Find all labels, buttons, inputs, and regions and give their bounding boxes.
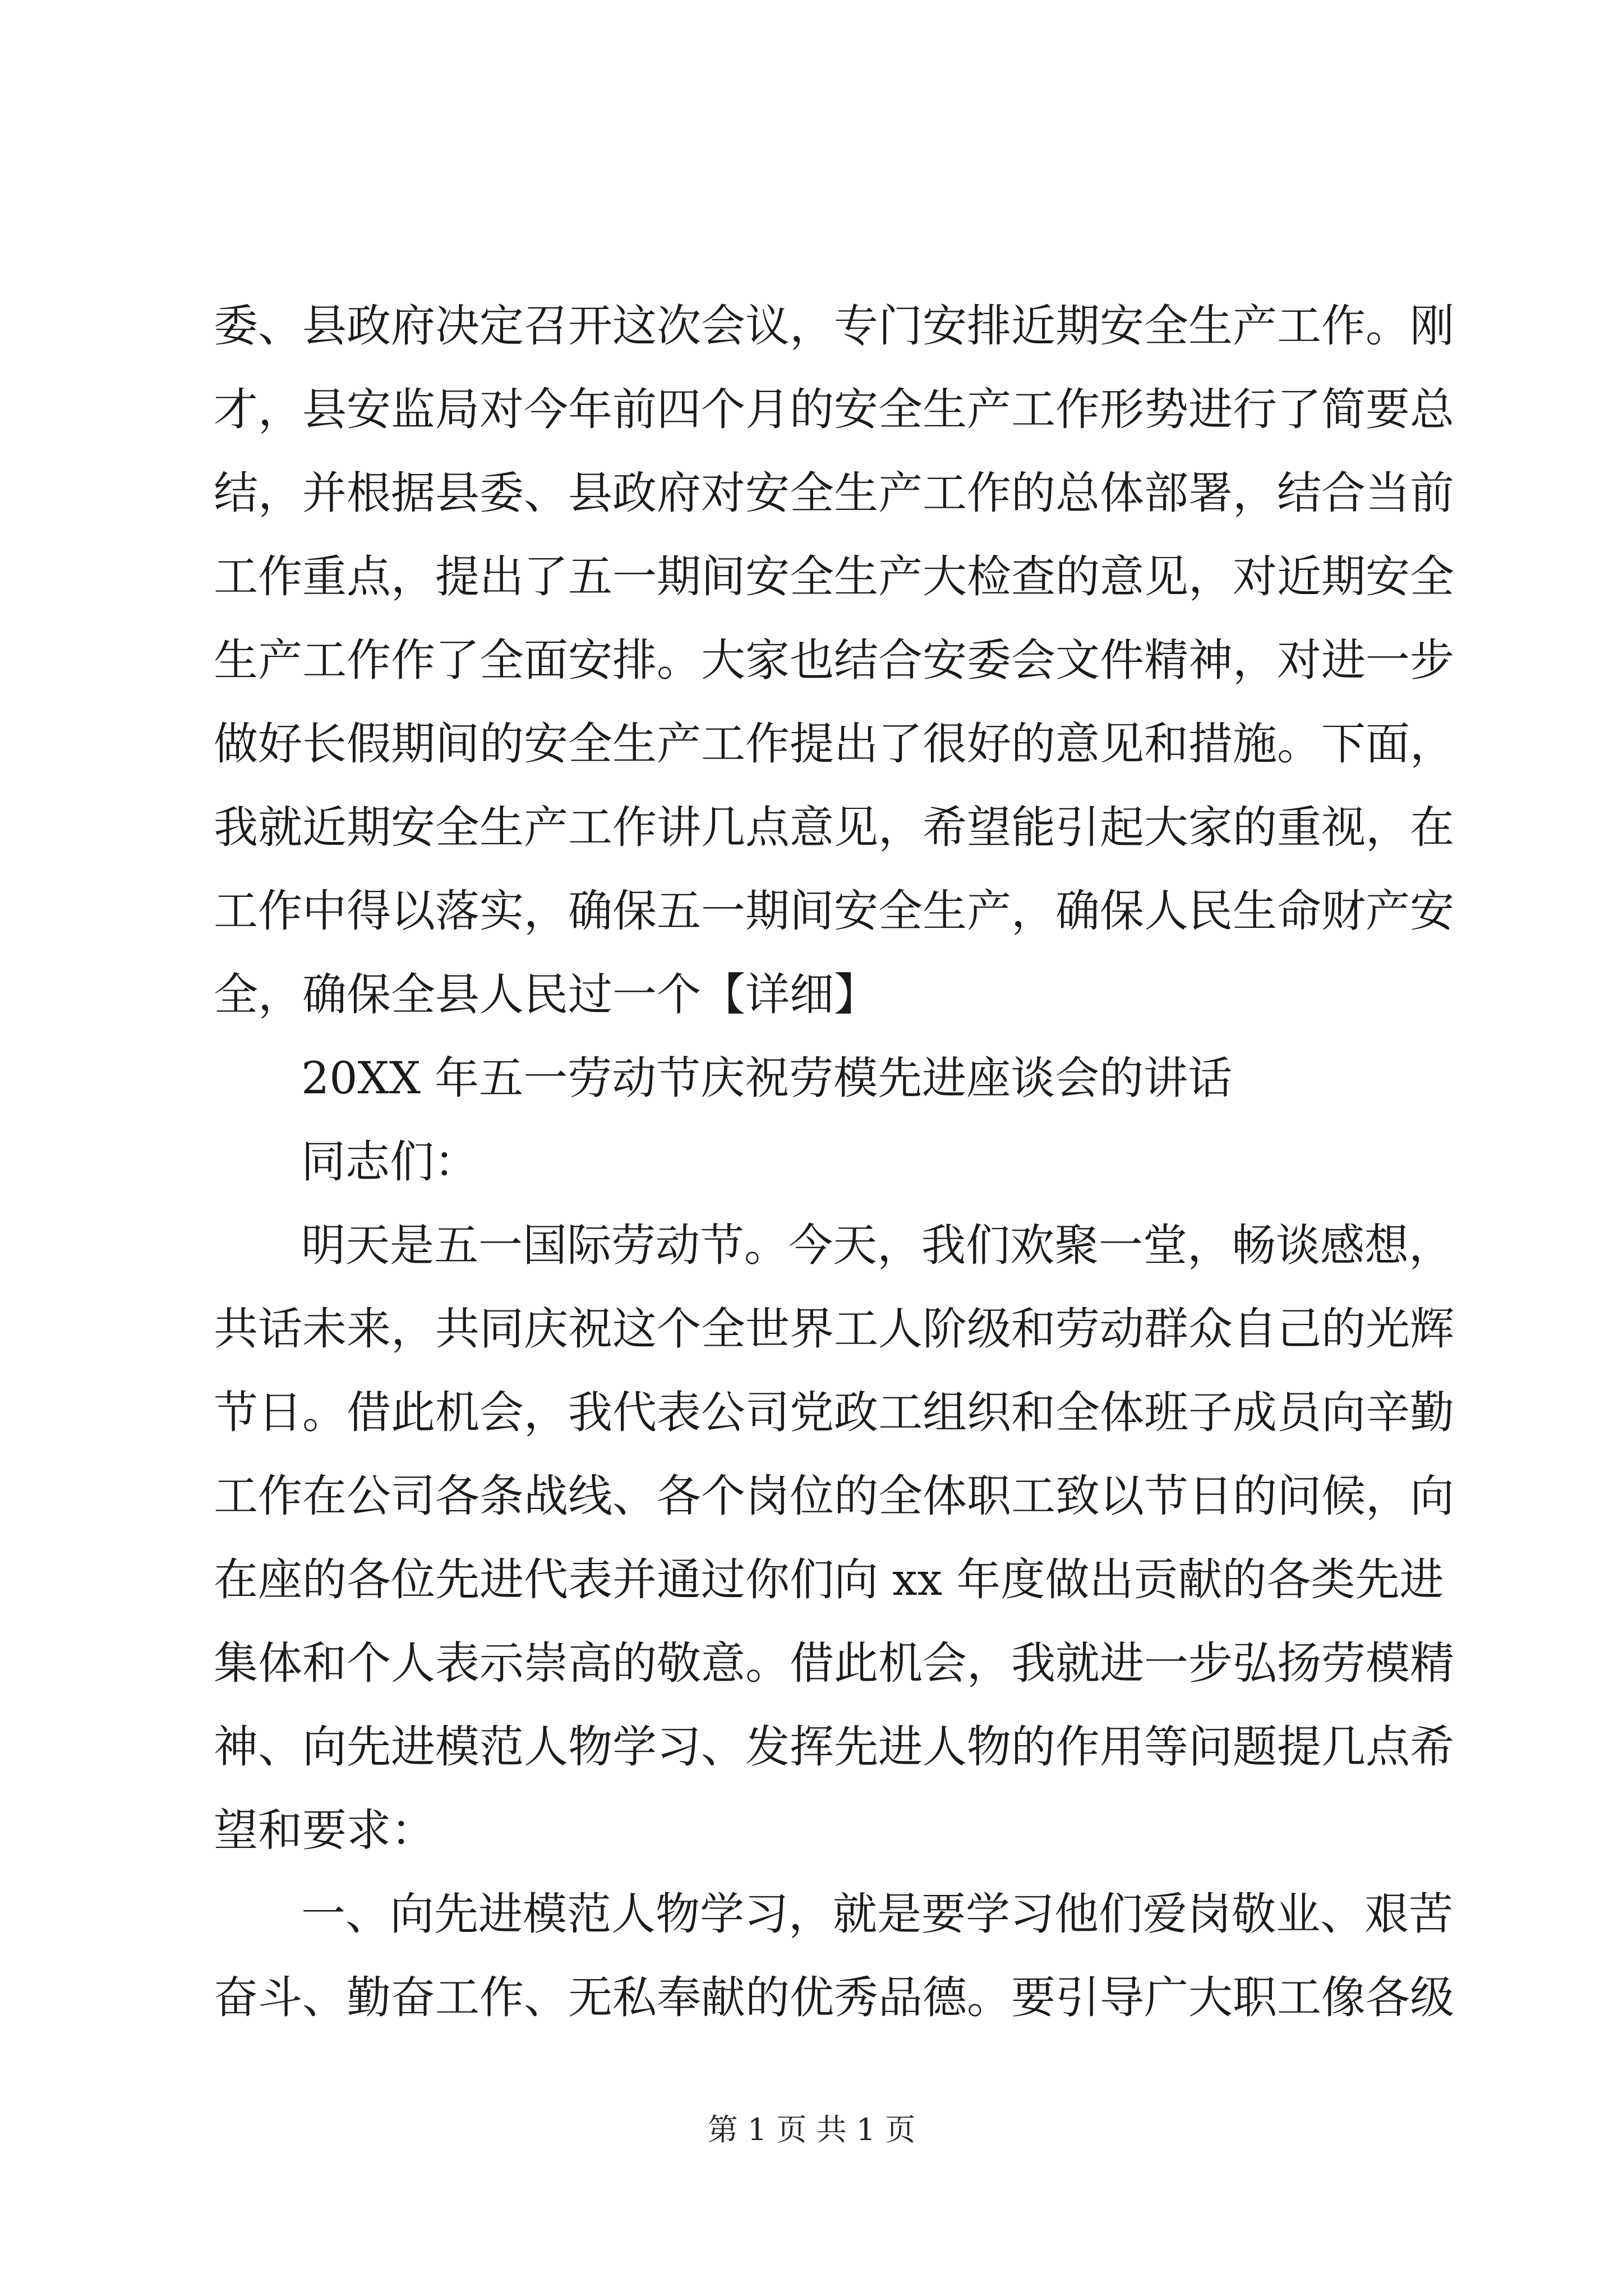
body-line-2: 才，县安监局对今年前四个月的安全生产工作形势进行了简要总 xyxy=(214,384,1454,435)
body-line-20: 一、向先进模范人物学习，就是要学习他们爱岗敬业、艰苦 xyxy=(301,1888,1453,1940)
body-line-15: 工作在公司各条战线、各个岗位的全体职工致以节日的问候，向 xyxy=(214,1470,1454,1522)
body-line-6: 做好长假期间的安全生产工作提出了很好的意见和措施。下面， xyxy=(214,718,1454,770)
body-line-12: 明天是五一国际劳动节。今天，我们欢聚一堂，畅谈感想， xyxy=(301,1220,1453,1271)
body-line-16: 在座的各位先进代表并通过你们向 xx 年度做出贡献的各类先进 xyxy=(214,1554,1444,1605)
body-line-9: 全，确保全县人民过一个【详细】 xyxy=(214,969,878,1020)
body-line-7: 我就近期安全生产工作讲几点意见，希望能引起大家的重视，在 xyxy=(214,802,1454,853)
body-line-21: 奋斗、勤奋工作、无私奉献的优秀品德。要引导广大职工像各级 xyxy=(214,1972,1454,2023)
body-line-17: 集体和个人表示崇高的敬意。借此机会，我就进一步弘扬劳模精 xyxy=(214,1637,1454,1689)
body-line-8: 工作中得以落实，确保五一期间安全生产，确保人民生命财产安 xyxy=(214,885,1454,937)
body-line-3: 结，并根据县委、县政府对安全生产工作的总体部署，结合当前 xyxy=(214,467,1454,519)
body-line-4: 工作重点，提出了五一期间安全生产大检查的意见，对近期安全 xyxy=(214,551,1454,602)
section-title: 20XX 年五一劳动节庆祝劳模先进座谈会的讲话 xyxy=(301,1052,1233,1104)
body-line-1: 委、县政府决定召开这次会议，专门安排近期安全生产工作。刚 xyxy=(214,300,1454,352)
salutation: 同志们： xyxy=(301,1136,478,1188)
body-line-19: 望和要求： xyxy=(214,1805,435,1856)
body-line-18: 神、向先进模范人物学习、发挥先进人物的作用等问题提几点希 xyxy=(214,1721,1454,1773)
body-line-13: 共话未来，共同庆祝这个全世界工人阶级和劳动群众自己的光辉 xyxy=(214,1303,1454,1355)
page-footer: 第 1 页 共 1 页 xyxy=(707,2112,916,2147)
body-line-14: 节日。借此机会，我代表公司党政工组织和全体班子成员向辛勤 xyxy=(214,1387,1454,1438)
body-line-5: 生产工作作了全面安排。大家也结合安委会文件精神，对进一步 xyxy=(214,634,1454,686)
